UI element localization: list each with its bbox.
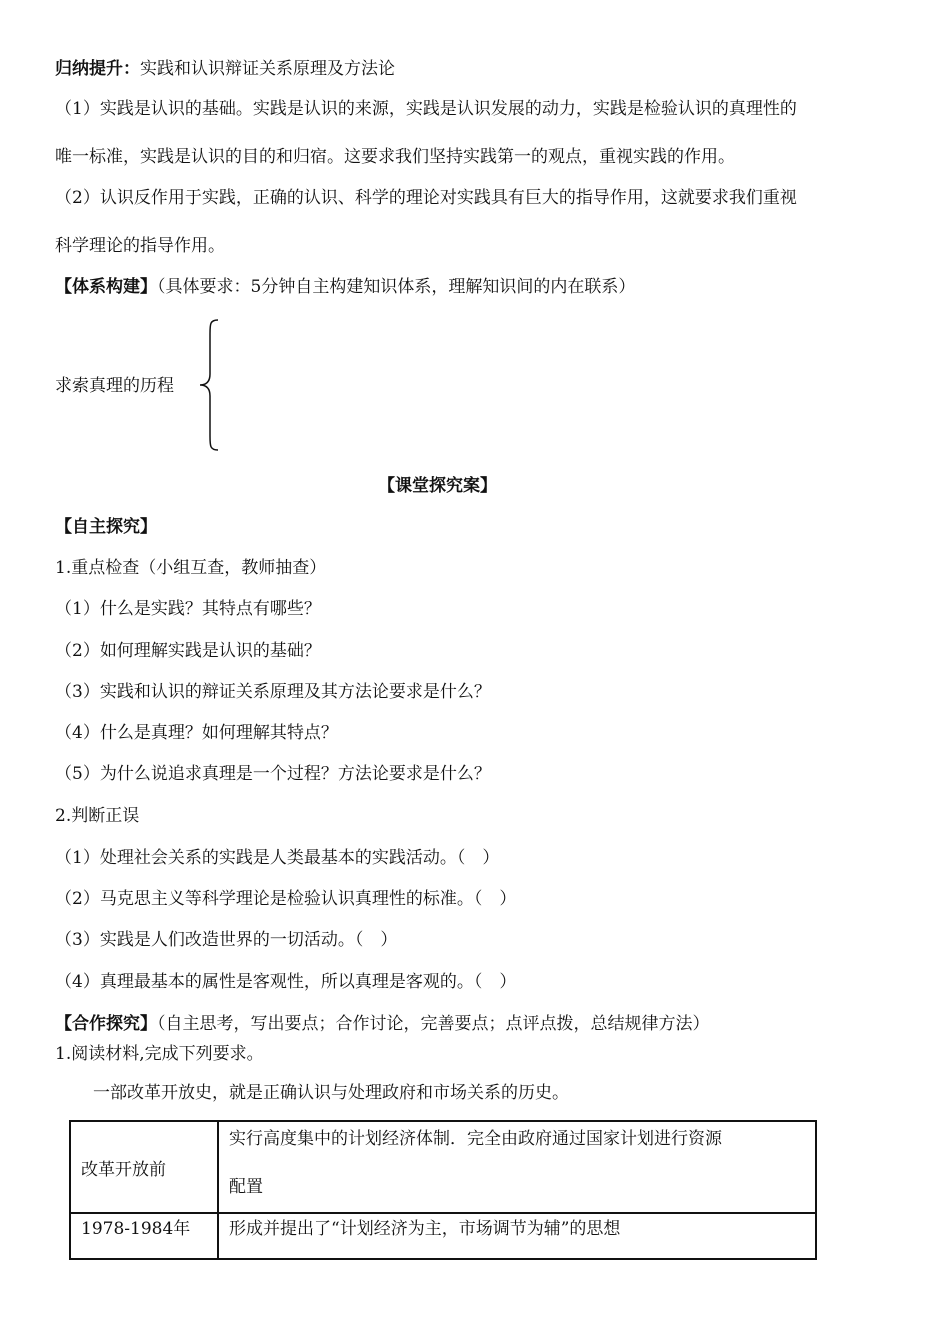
summary-p2-line2: 科学理论的指导作用。 xyxy=(55,236,225,256)
table-cell-content-line: 配置 xyxy=(229,1177,263,1197)
table-cell-period: 改革开放前 xyxy=(70,1121,218,1213)
q1-item: （4）什么是真理？如何理解其特点？ xyxy=(55,723,338,743)
system-heading xyxy=(55,276,635,298)
table-cell-content-line: 实行高度集中的计划经济体制．完全由政府通过国家计划进行资源 xyxy=(229,1129,722,1149)
coop-heading xyxy=(55,1013,710,1035)
q2-item: （1）处理社会关系的实践是人类最基本的实践活动。（ ） xyxy=(55,848,500,868)
q2-item: （4）真理最基本的属性是客观性，所以真理是客观的。（ ） xyxy=(55,972,517,992)
reform-table xyxy=(69,1120,817,1260)
q1-title: 1.重点检查（小组互查，教师抽查） xyxy=(55,558,327,578)
classroom-title: 【课堂探究案】 xyxy=(378,476,497,496)
coop-requirement: （自主思考，写出要点；合作讨论，完善要点；点评点拨，总结规律方法） xyxy=(157,1014,710,1034)
summary-p2-line1: （2）认识反作用于实践，正确的认识、科学的理论对实践具有巨大的指导作用，这就要求我们重视 xyxy=(55,188,797,208)
summary-title: 实践和认识辩证关系原理及方法论 xyxy=(140,59,395,79)
table-cell-content: 形成并提出了“计划经济为主，市场调节为辅”的思想 xyxy=(218,1213,816,1259)
q2-item: （3）实践是人们改造世界的一切活动。（ ） xyxy=(55,930,398,950)
q1-item: （3）实践和认识的辩证关系原理及其方法论要求是什么？ xyxy=(55,682,491,702)
q2-item: （2）马克思主义等科学理论是检验认识真理性的标准。（ ） xyxy=(55,889,517,909)
q2-title: 2.判断正误 xyxy=(55,806,140,826)
q1-item: （5）为什么说追求真理是一个过程？方法论要求是什么？ xyxy=(55,764,491,784)
summary-p1-line1: （1）实践是认识的基础。实践是认识的来源，实践是认识发展的动力，实践是检验认识的真理性的 xyxy=(55,99,797,119)
q1-item: （1）什么是实践？其特点有哪些？ xyxy=(55,599,321,619)
coop-label: 【合作探究】 xyxy=(55,1014,157,1034)
table-row xyxy=(70,1121,816,1213)
system-requirement: （具体要求：5分钟自主构建知识体系，理解知识间的内在联系） xyxy=(157,277,636,297)
summary-label: 归纳提升： xyxy=(55,59,140,79)
system-label: 【体系构建】 xyxy=(55,277,157,297)
q1-item: （2）如何理解实践是认识的基础？ xyxy=(55,641,321,661)
self-study-label: 【自主探究】 xyxy=(55,517,157,537)
table-cell-period: 1978-1984年 xyxy=(70,1213,218,1259)
coop-task: 1.阅读材料,完成下列要求。 xyxy=(55,1044,264,1064)
summary-heading xyxy=(55,58,395,80)
table-cell-content xyxy=(218,1121,816,1213)
system-topic: 求索真理的历程 xyxy=(55,376,174,396)
summary-p1-line2: 唯一标准，实践是认识的目的和归宿。这要求我们坚持实践第一的观点，重视实践的作用。 xyxy=(55,147,735,167)
table-row xyxy=(70,1213,816,1259)
curly-brace-icon xyxy=(198,318,222,452)
coop-intro: 一部改革开放史，就是正确认识与处理政府和市场关系的历史。 xyxy=(93,1083,569,1103)
